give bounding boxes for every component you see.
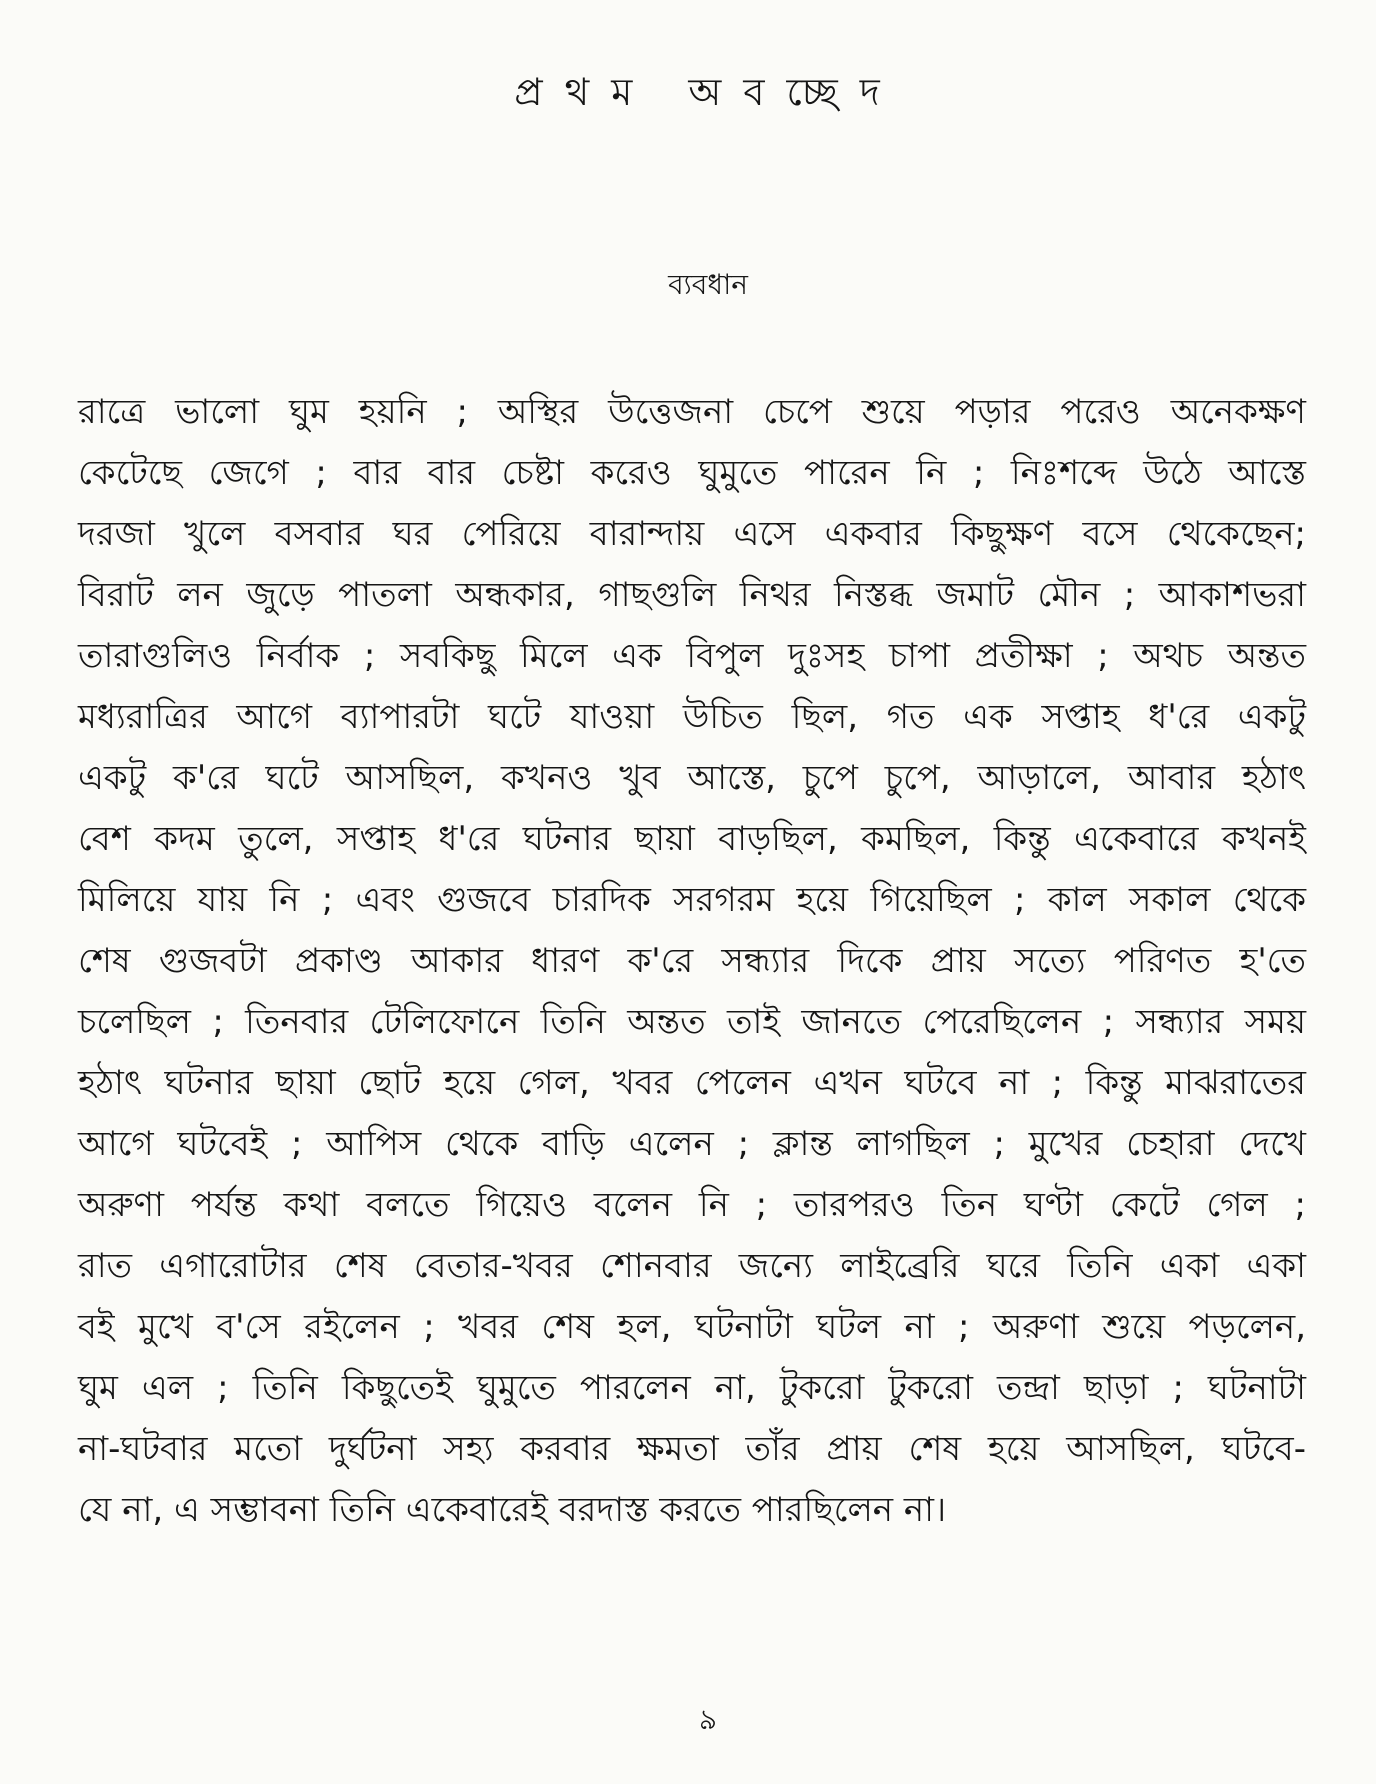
text-line: রাত এগারোটার শেষ বেতার-খবর শোনবার জন্যে লাইব্রেরি ঘরে তিনি একা একা [78,1246,1306,1286]
page-number: ৯ [698,1703,718,1736]
text-line: শেষ গুজবটা প্রকাণ্ড আকার ধারণ ক'রে সন্ধ্যার দিকে প্রায় সত্যে পরিণত হ'তে [78,941,1306,981]
body-paragraph [78,382,1306,1541]
text-line: আগে ঘটবেই ; আপিস থেকে বাড়ি এলেন ; ক্লান্ত লাগছিল ; মুখের চেহারা দেখে [78,1124,1306,1164]
text-line: হঠাৎ ঘটনার ছায়া ছোট হয়ে গেল, খবর পেলেন এখন ঘটবে না ; কিন্তু মাঝরাতের [78,1063,1306,1103]
chapter-heading: প্রথম অবচ্ছেদ [514,70,902,114]
text-line: বেশ কদম তুলে, সপ্তাহ ধ'রে ঘটনার ছায়া বাড়ছিল, কমছিল, কিন্তু একেবারে কখনই [78,819,1306,859]
text-line: না-ঘটবার মতো দুর্ঘটনা সহ্য করবার ক্ষমতা তাঁর প্রায় শেষ হয়ে আসছিল, ঘটবে- [78,1429,1306,1469]
text-line: মধ্যরাত্রির আগে ব্যাপারটা ঘটে যাওয়া উচিত ছিল, গত এক সপ্তাহ ধ'রে একটু [78,697,1306,737]
text-line: ঘুম এল ; তিনি কিছুতেই ঘুমুতে পারলেন না, টুকরো টুকরো তন্দ্রা ছাড়া ; ঘটনাটা [78,1368,1306,1408]
text-line: মিলিয়ে যায় নি ; এবং গুজবে চারদিক সরগরম হয়ে গিয়েছিল ; কাল সকাল থেকে [78,880,1306,920]
text-line: বিরাট লন জুড়ে পাতলা অন্ধকার, গাছগুলি নিথর নিস্তব্ধ জমাট মৌন ; আকাশভরা [78,575,1306,615]
text-line: দরজা খুলে বসবার ঘর পেরিয়ে বারান্দায় এসে একবার কিছুক্ষণ বসে থেকেছেন; [78,514,1306,554]
text-line: কেটেছে জেগে ; বার বার চেষ্টা করেও ঘুমুতে পারেন নি ; নিঃশব্দে উঠে আস্তে [78,453,1306,493]
text-line: চলেছিল ; তিনবার টেলিফোনে তিনি অন্তত তাই জানতে পেরেছিলেন ; সন্ধ্যার সময় [78,1002,1306,1042]
text-line: বই মুখে ব'সে রইলেন ; খবর শেষ হল, ঘটনাটা ঘটল না ; অরুণা শুয়ে পড়লেন, [78,1307,1306,1347]
text-line: যে না, এ সম্ভাবনা তিনি একেবারেই বরদাস্ত করতে পারছিলেন না। [78,1490,947,1530]
section-title: ব্যবধান [668,268,748,301]
text-line: একটু ক'রে ঘটে আসছিল, কখনও খুব আস্তে, চুপে চুপে, আড়ালে, আবার হঠাৎ [78,758,1306,798]
text-line: তারাগুলিও নির্বাক ; সবকিছু মিলে এক বিপুল দুঃসহ চাপা প্রতীক্ষা ; অথচ অন্তত [78,636,1306,676]
text-line: অরুণা পর্যন্ত কথা বলতে গিয়েও বলেন নি ; তারপরও তিন ঘণ্টা কেটে গেল ; [78,1185,1306,1225]
text-line: রাত্রে ভালো ঘুম হয়নি ; অস্থির উত্তেজনা চেপে শুয়ে পড়ার পরেও অনেকক্ষণ [78,392,1306,432]
